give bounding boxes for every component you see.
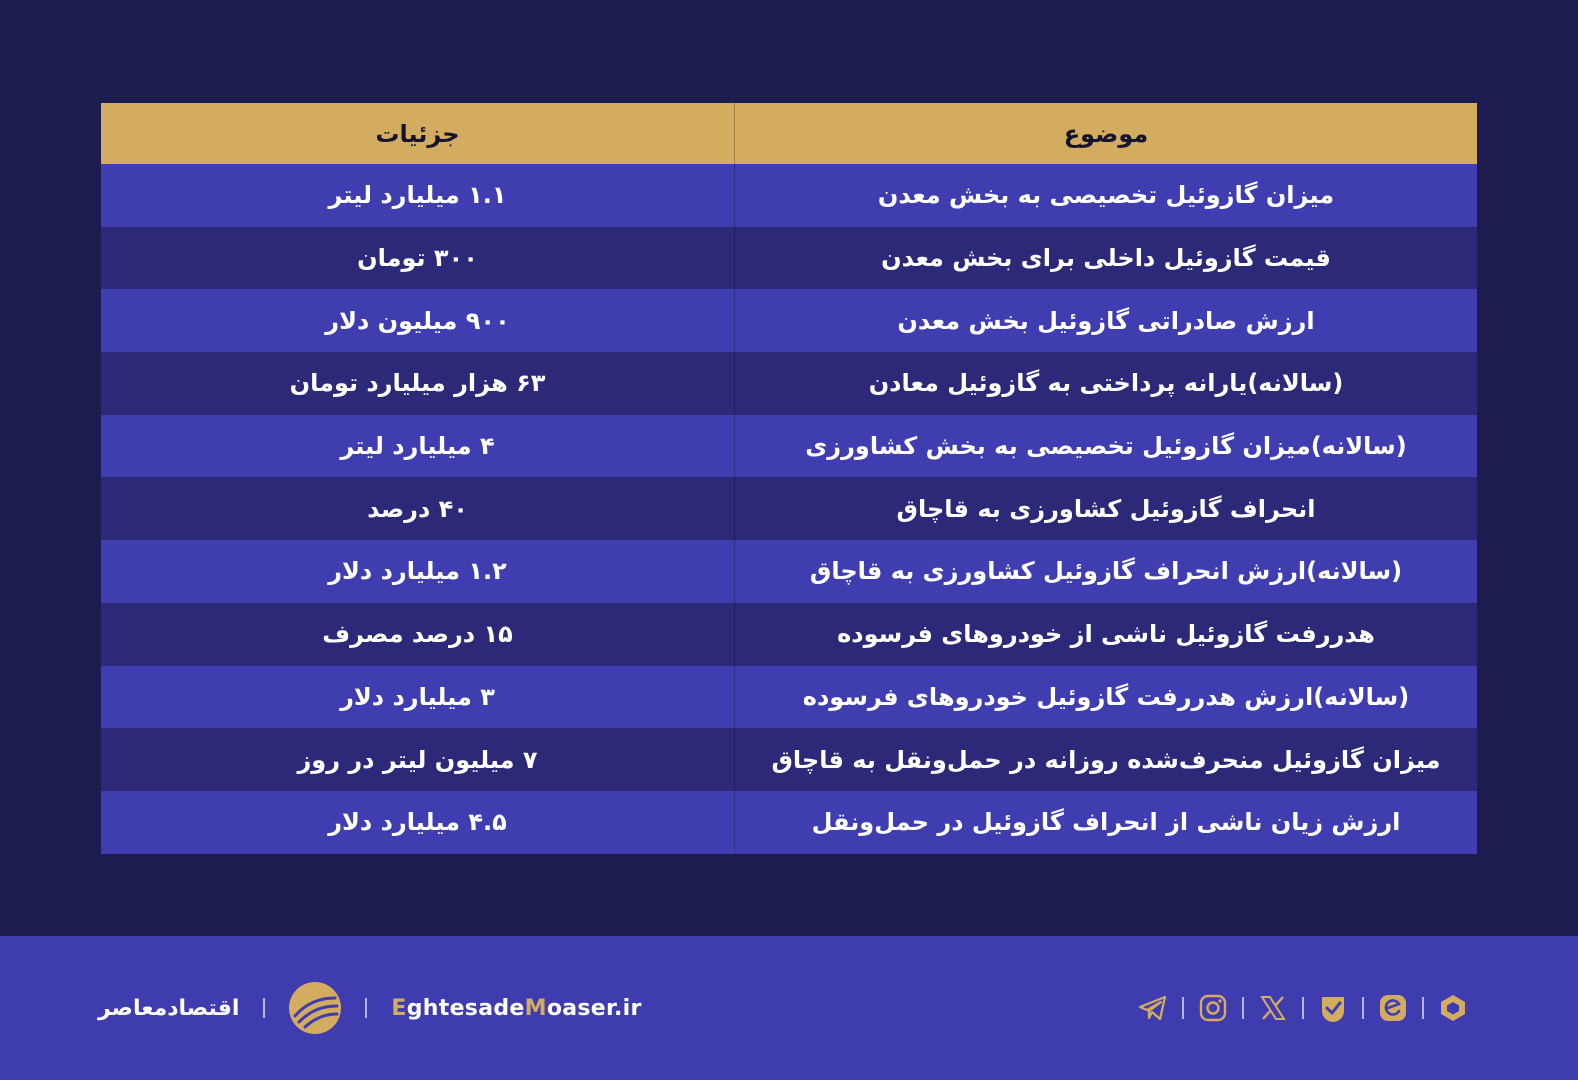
brand-name: اقتصادمعاصر bbox=[98, 995, 240, 1021]
divider bbox=[263, 998, 265, 1018]
rubika-icon[interactable] bbox=[1436, 991, 1470, 1025]
table-row bbox=[101, 791, 1477, 854]
row-details: ۴.۵ میلیارد دلار bbox=[101, 791, 735, 854]
info-table-container bbox=[101, 103, 1477, 854]
row-subject: (سالانه)یارانه پرداختی به گازوئیل معادن bbox=[735, 352, 1478, 415]
table-row bbox=[101, 415, 1477, 478]
divider bbox=[1362, 997, 1364, 1019]
row-details: ۱.۱ میلیارد لیتر bbox=[101, 164, 735, 227]
table-row bbox=[101, 728, 1477, 791]
row-details: ۴ میلیارد لیتر bbox=[101, 415, 735, 478]
row-details: ۶۳ هزار میلیارد تومان bbox=[101, 352, 735, 415]
row-subject: هدررفت گازوئیل ناشی از خودروهای فرسوده bbox=[735, 603, 1478, 666]
table-row bbox=[101, 289, 1477, 352]
row-subject: (سالانه)میزان گازوئیل تخصیصی به بخش کشاورزی bbox=[735, 415, 1478, 478]
row-details: ۱۵ درصد مصرف bbox=[101, 603, 735, 666]
divider bbox=[1182, 997, 1184, 1019]
row-subject: میزان گازوئیل منحرف‌شده روزانه در حمل‌ونقل به قاچاق bbox=[735, 728, 1478, 791]
table-row bbox=[101, 477, 1477, 540]
table-header-row bbox=[101, 103, 1477, 164]
table-row bbox=[101, 227, 1477, 290]
row-subject: قیمت گازوئیل داخلی برای بخش معدن bbox=[735, 227, 1478, 290]
table-row bbox=[101, 603, 1477, 666]
row-details: ۳۰۰ تومان bbox=[101, 227, 735, 290]
row-subject: میزان گازوئیل تخصیصی به بخش معدن bbox=[735, 164, 1478, 227]
row-details: ۷ میلیون لیتر در روز bbox=[101, 728, 735, 791]
row-subject: (سالانه)ارزش انحراف گازوئیل کشاورزی به قاچاق bbox=[735, 540, 1478, 603]
row-details: ۳ میلیارد دلار bbox=[101, 666, 735, 729]
brand-logo-icon bbox=[289, 982, 341, 1034]
row-subject: انحراف گازوئیل کشاورزی به قاچاق bbox=[735, 477, 1478, 540]
table-row bbox=[101, 164, 1477, 227]
instagram-icon[interactable] bbox=[1196, 991, 1230, 1025]
website-link[interactable]: EghtesadeMoaser.ir bbox=[391, 995, 642, 1021]
divider bbox=[1242, 997, 1244, 1019]
brand-block bbox=[98, 982, 642, 1034]
footer-bar bbox=[0, 936, 1578, 1080]
table-row bbox=[101, 540, 1477, 603]
row-details: ۴۰ درصد bbox=[101, 477, 735, 540]
divider bbox=[365, 998, 367, 1018]
table-row bbox=[101, 666, 1477, 729]
table-row bbox=[101, 352, 1477, 415]
telegram-icon[interactable] bbox=[1136, 991, 1170, 1025]
info-table bbox=[101, 103, 1477, 854]
row-subject: (سالانه)ارزش هدررفت گازوئیل خودروهای فرسوده bbox=[735, 666, 1478, 729]
row-subject: ارزش صادراتی گازوئیل بخش معدن bbox=[735, 289, 1478, 352]
bale-icon[interactable] bbox=[1316, 991, 1350, 1025]
divider bbox=[1302, 997, 1304, 1019]
row-details: ۹۰۰ میلیون دلار bbox=[101, 289, 735, 352]
eitaa-icon[interactable] bbox=[1376, 991, 1410, 1025]
divider bbox=[1422, 997, 1424, 1019]
header-subject: موضوع bbox=[735, 103, 1478, 164]
row-subject: ارزش زیان ناشی از انحراف گازوئیل در حمل‌ونقل bbox=[735, 791, 1478, 854]
header-details: جزئیات bbox=[101, 103, 735, 164]
social-links bbox=[1136, 986, 1470, 1030]
row-details: ۱.۲ میلیارد دلار bbox=[101, 540, 735, 603]
x-icon[interactable] bbox=[1256, 991, 1290, 1025]
